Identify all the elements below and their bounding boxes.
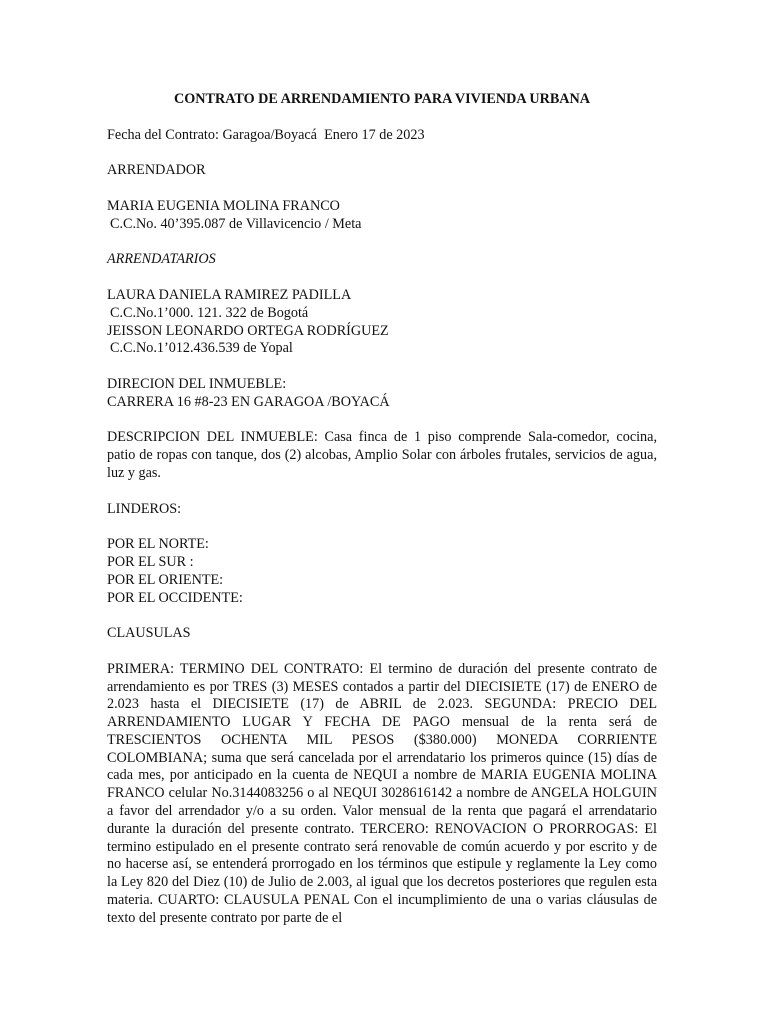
- spacer: [107, 269, 657, 287]
- boundaries-heading: LINDEROS:: [107, 500, 182, 517]
- spacer: [107, 483, 657, 501]
- property-description: DESCRIPCION DEL INMUEBLE: Casa finca de 1 piso comprende Sala-comedor, cocina, patio de ropas con tanque, dos (2) alcobas, Amplio Solar con árboles frutales, servicios de agua, luz y gas.: [107, 429, 657, 481]
- spacer: [107, 358, 657, 376]
- spacer: [107, 518, 657, 536]
- tenant-1-id: C.C.No.1’000. 121. 322 de Bogotá: [110, 304, 309, 321]
- address-value: CARRERA 16 #8-23 EN GARAGOA /BOYACÁ: [107, 393, 390, 410]
- landlord-heading: ARRENDADOR: [107, 162, 206, 179]
- boundary-south: POR EL SUR :: [107, 553, 194, 570]
- boundary-west: POR EL OCCIDENTE:: [107, 589, 243, 606]
- spacer: [107, 145, 657, 163]
- clauses-body: PRIMERA: TERMINO DEL CONTRATO: El termino de duración del presente contrato de arrendamiento es por TRES (3) MESES contados a partir del DIECISIETE (17) de ENERO de 2.023 hasta el DIECISIETE (17) de ABRIL de 2.023. SEGUNDA: PRECIO DEL ARRENDAMIENTO LUGAR Y FECHA DE PAGO mensual de la renta será de TRESCIENTOS OCHENTA MIL PESOS ($380.000) MONEDA CORRIENTE COLOMBIANA; suma que será cancelada por el arrendatario los primeros quince (15) días de cada mes, por anticipado en la cuenta de NEQUI a nombre de MARIA EUGENIA MOLINA FRANCO celular No.3144083256 o al NEQUI 3028616142 a nombre de ANGELA HOLGUIN a favor del arrendador y/o a su orden. Valor mensual de la renta que pagará el arrendatario durante la duración del presente contrato. TERCERO: RENOVACION O PRORROGAS: El termino estipulado en el presente contrato será renovable de común acuerdo y por escrito y de no hacerse así, se entenderá prorrogado en los términos que estipule y reglamente la Ley como la Ley 820 del Diez (10) de Julio de 2.003, al igual que los decretos posteriores que regulen esta materia. CUARTO: CLAUSULA PENAL Con el incumplimiento de una o varias cláusulas de texto del presente contrato por parte de el: [107, 660, 657, 926]
- spacer: [107, 234, 657, 252]
- tenant-2-id: C.C.No.1’012.436.539 de Yopal: [110, 340, 293, 357]
- address-heading: DIRECION DEL INMUEBLE:: [107, 375, 287, 392]
- document-page: [107, 91, 657, 928]
- spacer: [107, 412, 657, 430]
- spacer: [107, 180, 657, 198]
- spacer: [107, 607, 657, 625]
- tenant-2-name: JEISSON LEONARDO ORTEGA RODRÍGUEZ: [107, 322, 389, 339]
- document-title: CONTRATO DE ARRENDAMIENTO PARA VIVIENDA URBANA: [173, 91, 591, 107]
- clauses-heading: CLAUSULAS: [107, 625, 191, 642]
- landlord-id: C.C.No. 40’395.087 de Villavicencio / Meta: [110, 215, 362, 232]
- spacer: [107, 643, 657, 661]
- tenant-1-name: LAURA DANIELA RAMIREZ PADILLA: [107, 286, 352, 303]
- boundary-north: POR EL NORTE:: [107, 536, 209, 553]
- contract-date: Fecha del Contrato: Garagoa/Boyacá Enero 17 de 2023: [107, 126, 425, 143]
- tenants-heading: ARRENDATARIOS: [107, 251, 216, 268]
- landlord-name: MARIA EUGENIA MOLINA FRANCO: [107, 197, 340, 214]
- boundary-east: POR EL ORIENTE:: [107, 571, 224, 588]
